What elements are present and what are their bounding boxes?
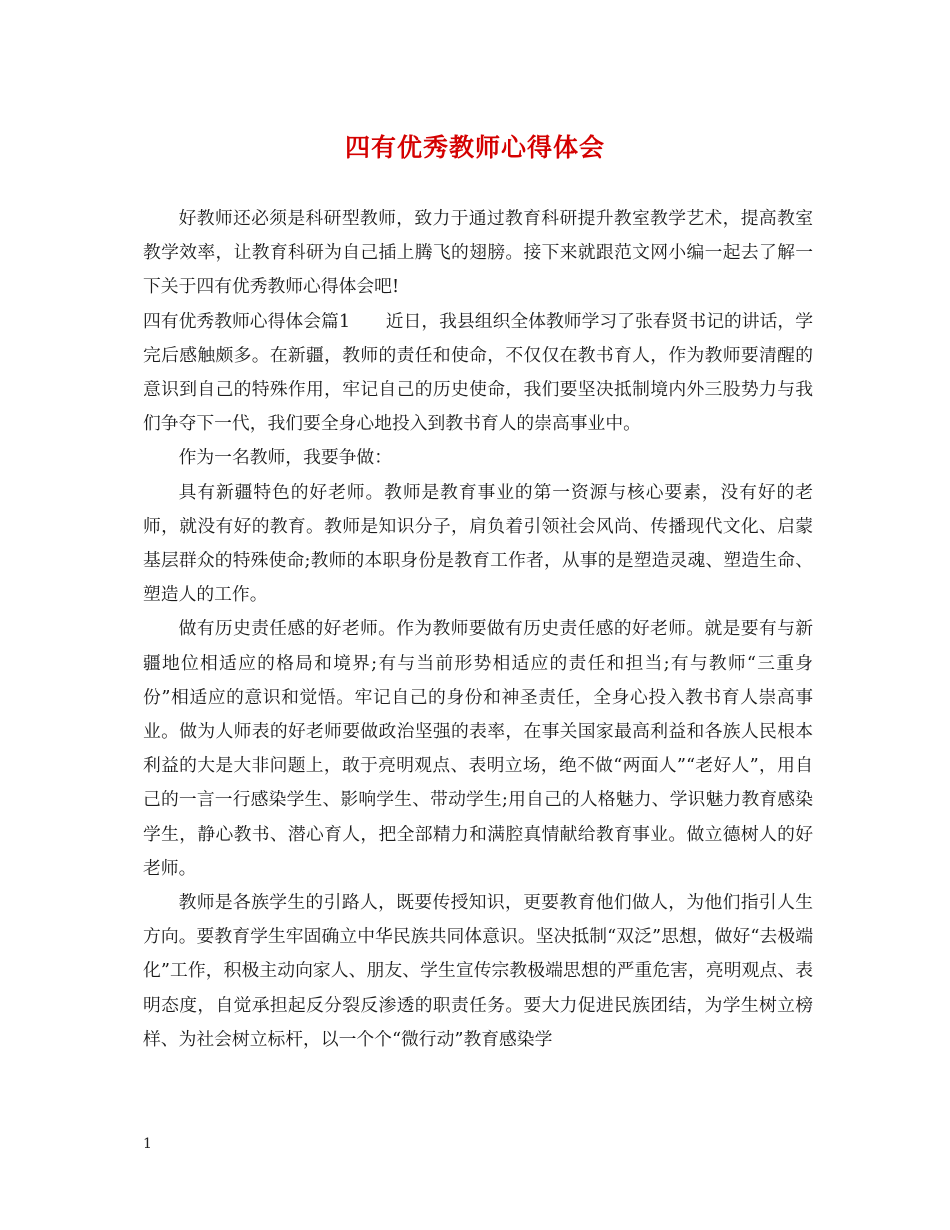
paragraph-xinjiang-teacher: 具有新疆特色的好老师。教师是教育事业的第一资源与核心要素，没有好的老师，就没有好的教育。教师是知识分子，肩负着引领社会风尚、传播现代文化、启蒙基层群众的特殊使命;教师的本职身份是教育工作者，从事的是塑造灵魂、塑造生命、塑造人的工作。: [143, 481, 813, 606]
page-number: 1: [143, 1136, 152, 1152]
paragraph-intro: 好教师还必须是科研型教师，致力于通过教育科研提升教室教学艺术，提高教室教学效率，让教育科研为自己插上腾飞的翅膀。接下来就跟范文网小编一起去了解一下关于四有优秀教师心得体会吧!: [143, 208, 813, 298]
paragraph-historical-responsibility: 做有历史责任感的好老师。作为教师要做有历史责任感的好老师。就是要有与新疆地位相适应的格局和境界;有与当前形势相适应的责任和担当;有与教师“三重身份”相适应的意识和觉悟。牢记自己的身份和神圣责任，全身心投入教书育人崇高事业。做为人师表的好老师要做政治坚强的表率，在事关国家最高利益和各族人民根本利益的大是大非问题上，敢于亮明观点、表明立场，绝不做“两面人”“老好人”，用自己的一言一行感染学生、影响学生、带动学生;用自己的人格魅力、学识魅力教育感染学生，静心教书、潜心育人，把全部精力和满腔真情献给教育事业。做立德树人的好老师。: [143, 618, 813, 879]
paragraph-aspire: 作为一名教师，我要争做：: [178, 447, 392, 469]
paragraph-section-1: 四有优秀教师心得体会篇1 近日，我县组织全体教师学习了张春贤书记的讲话，学完后感触颇多。在新疆，教师的责任和使命，不仅仅在教书育人，作为教师要清醒的意识到自己的特殊作用，牢记自己的历史使命，我们要坚决抵制境内外三股势力与我们争夺下一代，我们要全身心地投入到教书育人的崇高事业中。: [143, 310, 813, 435]
paragraph-guide: 教师是各族学生的引路人，既要传授知识，更要教育他们做人，为他们指引人生方向。要教育学生牢固确立中华民族共同体意识。坚决抵制“双泛”思想，做好“去极端化”工作，积极主动向家人、朋友、学生宣传宗教极端思想的严重危害，亮明观点、表明态度，自觉承担起反分裂反渗透的职责任务。要大力促进民族团结，为学生树立榜样、为社会树立标杆，以一个个“微行动”教育感染学: [143, 892, 813, 1050]
document-body: [143, 202, 813, 1057]
document-title: 四有优秀教师心得体会: [344, 133, 605, 162]
